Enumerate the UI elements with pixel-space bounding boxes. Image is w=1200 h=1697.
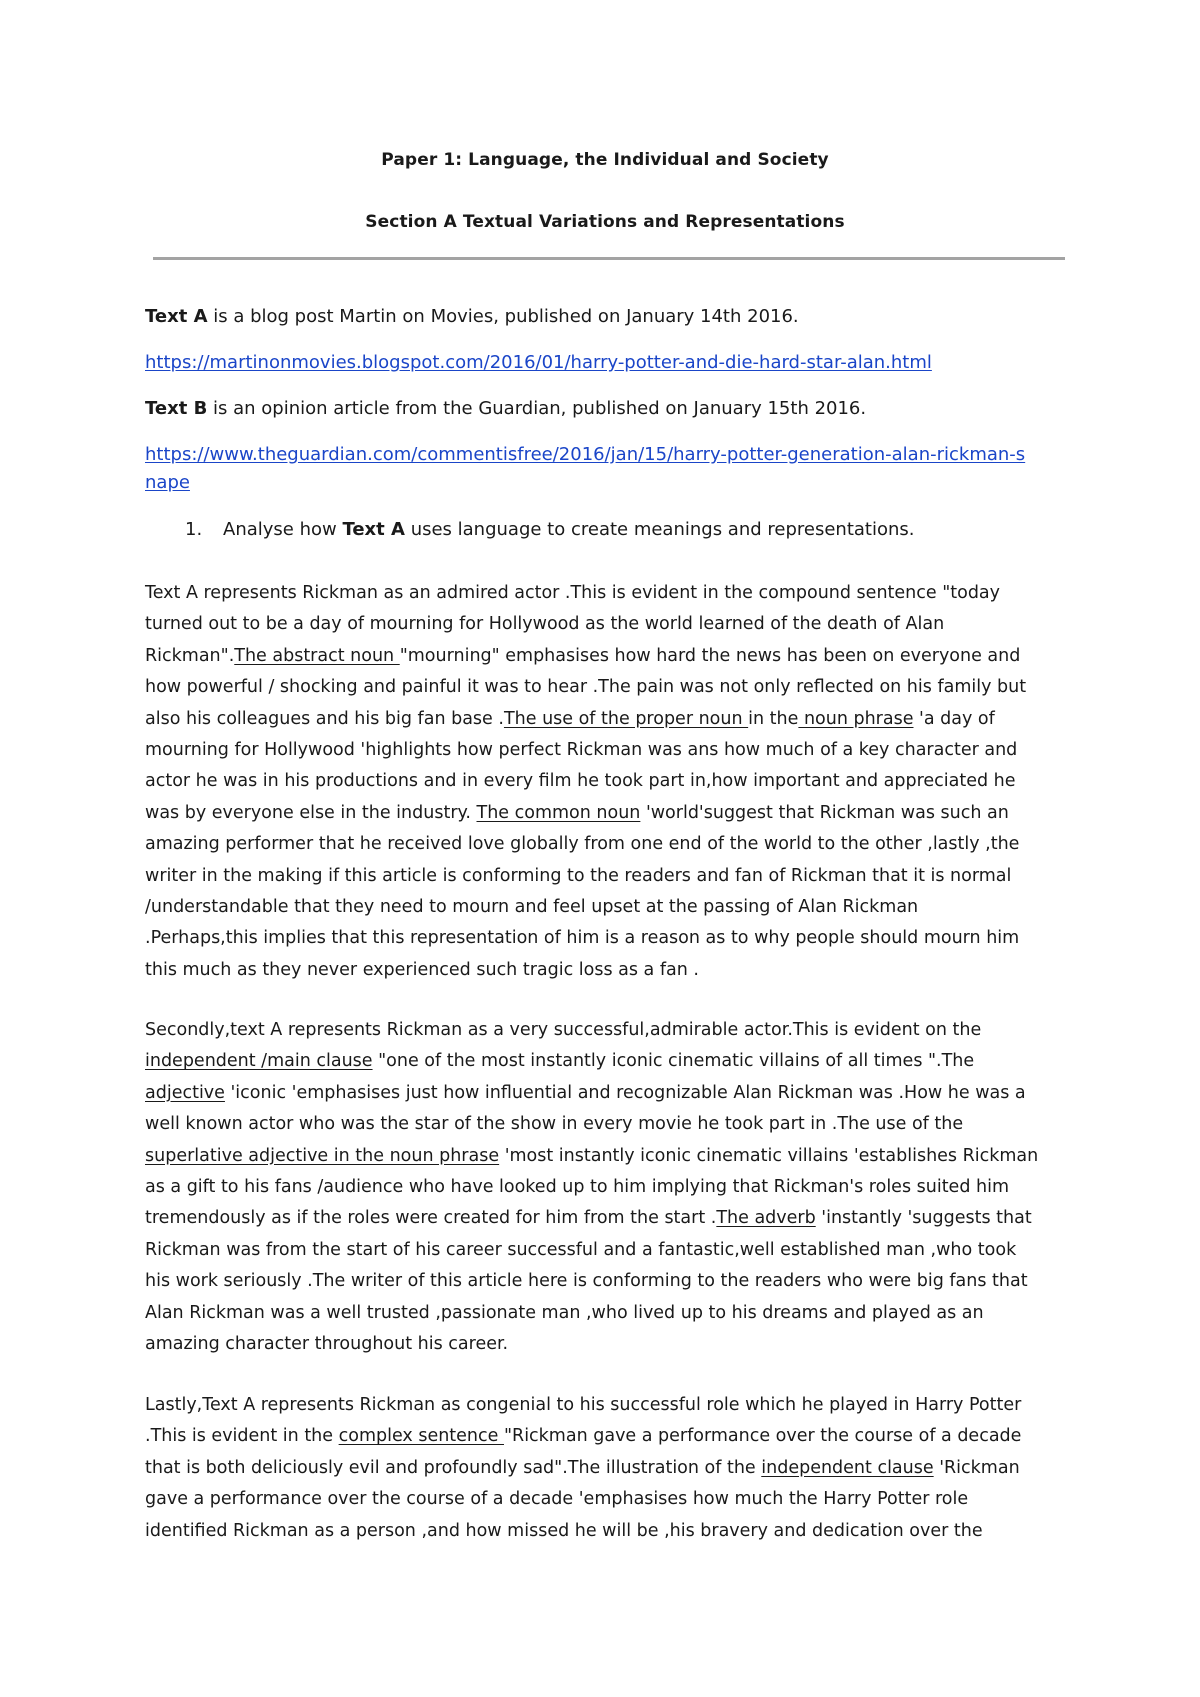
- text-a-label: Text A: [145, 306, 208, 327]
- text-run: 'a day of: [913, 708, 995, 729]
- paragraph-line: Alan Rickman was a well trusted ,passionate man ,who lived up to his dreams and played as an: [145, 1302, 984, 1323]
- document-page: [145, 0, 1065, 1697]
- text-b-source: [145, 397, 866, 421]
- section-title: Section A Textual Variations and Representations: [365, 212, 845, 232]
- text-a-source: [145, 305, 799, 329]
- paragraph-line: well known actor who was the star of the show in every movie he took part in .The use of the: [145, 1114, 964, 1135]
- paragraph-line: turned out to be a day of mourning for Hollywood as the world learned of the death of Alan: [145, 614, 945, 635]
- paragraph-line: [145, 1453, 1075, 1484]
- text-a-link[interactable]: https://martinonmovies.blogspot.com/2016/01/harry-potter-and-die-hard-star-alan.html: [145, 352, 932, 373]
- text-run: in the: [748, 708, 799, 729]
- paragraph-line: Secondly,text A represents Rickman as a very successful,admirable actor.This is evident on the: [145, 1020, 982, 1040]
- text-run: "Rickman gave a performance over the course of a decade: [503, 1426, 1022, 1447]
- text-b-link[interactable]: https://www.theguardian.com/commentisfree/2016/jan/15/harry-potter-generation-alan-rickman-s: [145, 444, 1026, 465]
- paragraph-line: [145, 798, 1075, 829]
- underlined-term: The use of the proper noun: [503, 708, 749, 729]
- underlined-term: complex sentence: [338, 1426, 504, 1447]
- underlined-term: superlative adjective in the noun phrase: [145, 1145, 500, 1166]
- underlined-term: noun phrase: [798, 708, 914, 729]
- underlined-term: The abstract noun: [234, 645, 400, 666]
- paragraph-line: [145, 1141, 1075, 1172]
- answer-paragraph-1: [145, 578, 1075, 986]
- text-run: Rickman".: [145, 645, 235, 666]
- paragraph-line: [145, 1203, 1075, 1234]
- paragraph-line: .Perhaps,this implies that this representation of him is a reason as to why people should mourn him: [145, 928, 1020, 949]
- paragraph-line: this much as they never experienced such tragic loss as a fan .: [145, 959, 699, 980]
- text-run: 'iconic 'emphasises just how influential and recognizable Alan Rickman was .How he was a: [224, 1082, 1026, 1103]
- question-text-bold: Text A: [342, 519, 405, 540]
- underlined-term: The common noun: [476, 802, 641, 823]
- paragraph-line: Rickman was from the start of his career successful and a fantastic,well established man ,who took: [145, 1239, 1017, 1260]
- paragraph-line: how powerful / shocking and painful it was to hear .The pain was not only reflected on his family but: [145, 677, 1027, 698]
- text-b-url-row: [145, 443, 1025, 467]
- text-b-url-row-continued: [145, 471, 190, 495]
- underlined-term: adjective: [145, 1082, 225, 1103]
- text-run: was by everyone else in the industry.: [145, 802, 477, 823]
- question-text-before: Analyse how: [223, 519, 343, 540]
- text-b-description: is an opinion article from the Guardian, published on January 15th 2016.: [207, 398, 867, 419]
- paragraph-line: mourning for Hollywood 'highlights how perfect Rickman was ans how much of a key character and: [145, 740, 1018, 761]
- question-1: [185, 518, 915, 542]
- text-run: also his colleagues and his big fan base .: [145, 708, 504, 729]
- paragraph-line: Lastly,Text A represents Rickman as congenial to his successful role which he played in Harry Potter: [145, 1395, 1022, 1415]
- question-number: 1.: [185, 519, 203, 540]
- paragraph-line: amazing character throughout his career.: [145, 1334, 509, 1355]
- text-run: 'most instantly iconic cinematic villains 'establishes Rickman: [499, 1145, 1039, 1166]
- text-run: "one of the most instantly iconic cinematic villains of all times ".The: [372, 1051, 975, 1072]
- paragraph-line: his work seriously .The writer of this article here is conforming to the readers who were big fans that: [145, 1271, 1028, 1292]
- paragraph-line: amazing performer that he received love globally from one end of the world to the other ,lastly ,the: [145, 834, 1020, 855]
- question-text-after: uses language to create meanings and representations.: [404, 519, 915, 540]
- paragraph-line: /understandable that they need to mourn and feel upset at the passing of Alan Rickman: [145, 897, 919, 918]
- underlined-term: independent clause: [761, 1457, 934, 1478]
- text-run: "mourning" emphasises how hard the news has been on everyone and: [399, 645, 1021, 666]
- text-a-description: is a blog post Martin on Movies, published on January 14th 2016.: [207, 306, 799, 327]
- paragraph-line: Text A represents Rickman as an admired actor .This is evident in the compound sentence "today: [145, 583, 1001, 603]
- text-run: 'Rickman: [933, 1457, 1020, 1478]
- horizontal-rule: [153, 257, 1065, 260]
- text-run: that is both deliciously evil and profoundly sad".The illustration of the: [145, 1457, 762, 1478]
- answer-paragraph-3: [145, 1390, 1075, 1547]
- text-run: 'world'suggest that Rickman was such an: [640, 802, 1009, 823]
- paragraph-line: identified Rickman as a person ,and how missed he will be ,his bravery and dedication over the: [145, 1520, 983, 1541]
- text-b-link-continued[interactable]: nape: [145, 472, 190, 493]
- paragraph-line: [145, 704, 1075, 735]
- text-run: .This is evident in the: [145, 1426, 339, 1447]
- paragraph-line: gave a performance over the course of a decade 'emphasises how much the Harry Potter role: [145, 1489, 969, 1510]
- text-b-label: Text B: [145, 398, 208, 419]
- text-run: 'instantly 'suggests that: [815, 1208, 1032, 1229]
- answer-paragraph-2: [145, 1015, 1075, 1360]
- underlined-term: The adverb: [716, 1208, 816, 1229]
- paragraph-line: [145, 1046, 1075, 1077]
- paragraph-line: [145, 1078, 1075, 1109]
- paragraph-line: actor he was in his productions and in every film he took part in,how important and appreciated he: [145, 771, 1016, 792]
- text-a-url-row: [145, 351, 932, 375]
- paper-title: Paper 1: Language, the Individual and Society: [381, 150, 829, 170]
- text-run: tremendously as if the roles were created for him from the start .: [145, 1208, 717, 1229]
- paragraph-line: writer in the making if this article is conforming to the readers and fan of Rickman that it is normal: [145, 865, 1012, 886]
- underlined-term: independent /main clause: [145, 1051, 373, 1072]
- paragraph-line: [145, 641, 1075, 672]
- paragraph-line: [145, 1421, 1075, 1452]
- paragraph-line: as a gift to his fans /audience who have looked up to him implying that Rickman's roles suited him: [145, 1177, 1009, 1198]
